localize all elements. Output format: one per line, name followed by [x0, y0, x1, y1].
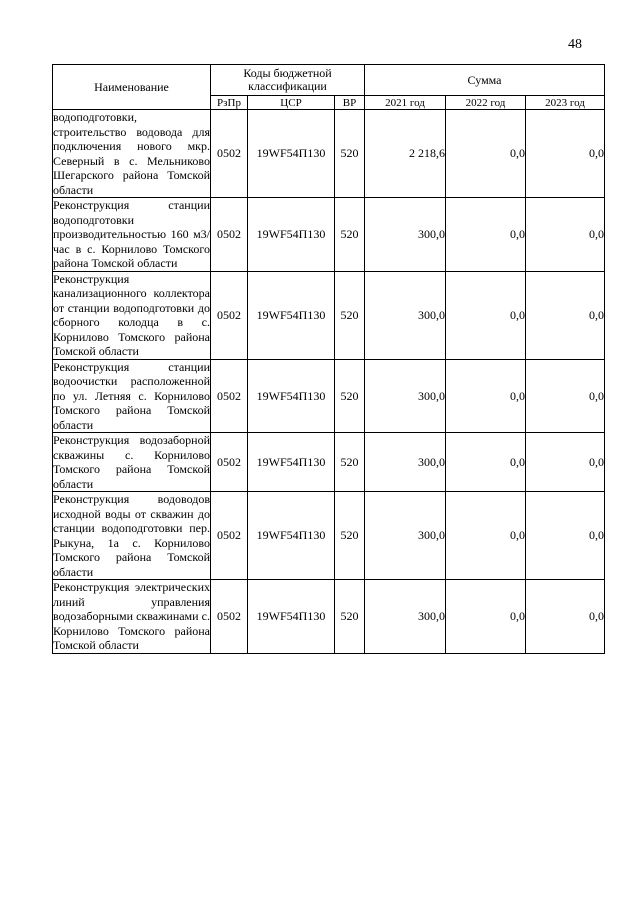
row-rzpr: 0502 — [211, 492, 248, 580]
row-csr: 19WF54П130 — [248, 580, 335, 654]
table-row — [53, 359, 605, 433]
row-name: Реконструкция водозаборной скважины с. Корнилово Томского района Томской области — [53, 433, 210, 491]
table-row — [53, 492, 605, 580]
row-name: Реконструкция канализационного коллектора от станции водоподготовки до сборного колодца в с. Корнилово Томского района Томской области — [53, 271, 210, 358]
header-codes: Коды бюджетной классификации — [211, 65, 365, 96]
row-sum-2023: 0,0 — [526, 580, 605, 654]
row-vr: 520 — [335, 198, 365, 272]
row-vr: 520 — [335, 580, 365, 654]
row-vr: 520 — [335, 433, 365, 492]
header-year-2023: 2023 год — [526, 96, 605, 110]
row-rzpr: 0502 — [211, 580, 248, 654]
row-vr: 520 — [335, 271, 365, 359]
row-csr: 19WF54П130 — [248, 271, 335, 359]
row-sum-2021: 300,0 — [365, 433, 446, 492]
row-sum-2022: 0,0 — [446, 492, 526, 580]
table-row — [53, 580, 605, 654]
row-name: Реконструкция станции водоподготовки производительностью 160 м3/час в с. Корнилово Томского района Томской области — [53, 198, 210, 270]
row-rzpr: 0502 — [211, 198, 248, 272]
header-vr: ВР — [335, 96, 365, 110]
row-csr: 19WF54П130 — [248, 110, 335, 198]
row-vr: 520 — [335, 492, 365, 580]
table-row — [53, 110, 605, 198]
row-sum-2021: 300,0 — [365, 198, 446, 272]
row-csr: 19WF54П130 — [248, 433, 335, 492]
row-name: водоподготовки, строительство водовода для подключения нового мкр. Северный в с. Мельниково Шегарского района Томской области — [53, 110, 210, 197]
row-sum-2023: 0,0 — [526, 198, 605, 272]
budget-table — [52, 64, 605, 654]
header-sum: Сумма — [365, 65, 605, 96]
row-sum-2023: 0,0 — [526, 359, 605, 433]
header-rzpr: РзПр — [211, 96, 248, 110]
row-sum-2021: 300,0 — [365, 492, 446, 580]
page-number: 48 — [568, 37, 582, 52]
row-sum-2021: 300,0 — [365, 271, 446, 359]
row-sum-2023: 0,0 — [526, 110, 605, 198]
row-sum-2021: 300,0 — [365, 359, 446, 433]
row-csr: 19WF54П130 — [248, 492, 335, 580]
table-row — [53, 198, 605, 272]
row-sum-2022: 0,0 — [446, 271, 526, 359]
row-name: Реконструкция станции водоочистки расположенной по ул. Летняя с. Корнилово Томского района Томской области — [53, 359, 210, 432]
row-sum-2023: 0,0 — [526, 433, 605, 492]
row-sum-2021: 2 218,6 — [365, 110, 446, 198]
header-row-top — [53, 65, 605, 96]
row-vr: 520 — [335, 359, 365, 433]
row-name: Реконструкция электрических линий управления водозаборными скважинами с. Корнилово Томского района Томской области — [53, 580, 210, 652]
row-sum-2022: 0,0 — [446, 359, 526, 433]
row-sum-2022: 0,0 — [446, 433, 526, 492]
header-year-2021: 2021 год — [365, 96, 446, 110]
row-rzpr: 0502 — [211, 433, 248, 492]
row-sum-2021: 300,0 — [365, 580, 446, 654]
row-sum-2022: 0,0 — [446, 110, 526, 198]
row-rzpr: 0502 — [211, 359, 248, 433]
row-name: Реконструкция водоводов исходной воды от скважин до станции водоподготовки пер. Рыкуна, 1а с. Корнилово Томского района Томской области — [53, 492, 210, 579]
header-year-2022: 2022 год — [446, 96, 526, 110]
row-sum-2022: 0,0 — [446, 198, 526, 272]
table-row — [53, 433, 605, 492]
row-csr: 19WF54П130 — [248, 359, 335, 433]
row-sum-2023: 0,0 — [526, 271, 605, 359]
header-csr: ЦСР — [248, 96, 335, 110]
table-row — [53, 271, 605, 359]
row-rzpr: 0502 — [211, 271, 248, 359]
row-rzpr: 0502 — [211, 110, 248, 198]
row-csr: 19WF54П130 — [248, 198, 335, 272]
row-sum-2023: 0,0 — [526, 492, 605, 580]
row-sum-2022: 0,0 — [446, 580, 526, 654]
row-vr: 520 — [335, 110, 365, 198]
header-name: Наименование — [53, 65, 211, 110]
